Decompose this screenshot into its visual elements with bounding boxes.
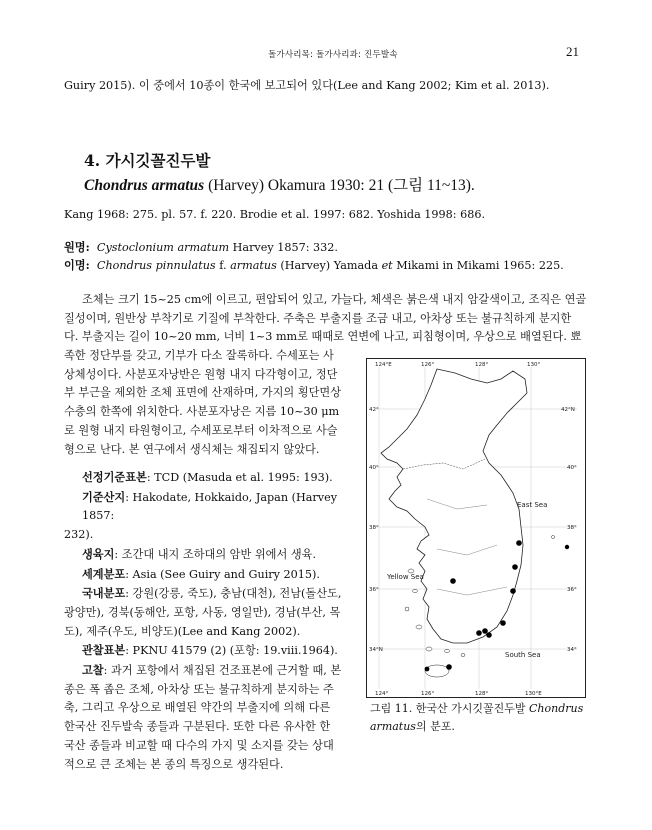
distribution-map — [366, 358, 586, 698]
basionym-rest: Harvey 1857: 332. — [229, 241, 338, 254]
dot-jukdo — [565, 545, 569, 549]
detail-line: 232). — [64, 528, 94, 542]
dot-gangneung — [516, 540, 522, 546]
detail-line: 선정기준표본: TCD (Masuda et al. 1995: 193). — [82, 470, 333, 484]
references-line: Kang 1968: 275. pl. 57. f. 220. Brodie et al. 1997: 682. Yoshida 1998: 686. — [64, 208, 486, 221]
dot-jeju-udo — [446, 664, 452, 670]
intro-line: Guiry 2015). 이 중에서 10종이 한국에 보고되어 있다(Lee and Kang 2002; Kim et al. 2013). — [64, 79, 550, 92]
tick-right: 34° — [567, 647, 577, 653]
dot-geoje — [486, 632, 492, 638]
dot-busan — [500, 620, 506, 626]
description-line: 형으로 난다. 본 연구에서 생식체는 채집되지 않았다. — [64, 442, 320, 456]
tick-top: 126° — [421, 362, 435, 368]
detail-line: 적으로 큰 조체는 본 종의 특징으로 생각된다. — [64, 757, 284, 771]
detail-line: 한국산 진두발속 종들과 구분된다. 또한 다른 유사한 한 — [64, 720, 331, 734]
dot-namhae — [482, 628, 488, 634]
tick-right: 38° — [567, 525, 577, 531]
description-line: 부 부근을 제외한 조체 표면에 산재하며, 가지의 횡단면상 — [64, 386, 342, 400]
dot-dolsando — [476, 630, 482, 636]
tick-left: 40° — [369, 465, 379, 471]
running-head: 돌가사리목: 돌가사리과: 진두발속 — [268, 50, 398, 60]
dot-pohang — [510, 588, 516, 594]
detail-line: 종은 폭 좁은 조체, 아차상 또는 불규칙하게 분지하는 주 — [64, 682, 334, 696]
description-line: 로 원형 내지 타원형이고, 수세포로부터 이차적으로 사슬 — [64, 423, 338, 437]
description-line: 상체성이다. 사분포자낭반은 원형 내지 다각형이고, 정단 — [64, 367, 338, 381]
basionym-label: 원명 — [64, 240, 86, 254]
synonym-name2: armatus — [230, 259, 277, 272]
basionym-name: Cystoclonium armatum — [96, 241, 230, 254]
label-yellow-sea: Yellow Sea — [387, 573, 424, 581]
tick-bottom: 128° — [475, 691, 489, 697]
tick-left: 34°N — [369, 647, 383, 653]
basionym-line: 원명: Cystoclonium armatum Harvey 1857: 332. — [64, 240, 338, 254]
map-svg — [367, 359, 585, 697]
tick-left: 42° — [369, 407, 379, 413]
detail-line: 국산 종들과 비교할 때 다수의 가지 및 소지를 갖는 상대 — [64, 738, 334, 752]
detail-line: 축, 그리고 우상으로 배열된 약간의 부출지에 의해 다른 — [64, 701, 331, 715]
tick-right: 40° — [567, 465, 577, 471]
detail-line: 세계분포: Asia (See Guiry and Guiry 2015). — [82, 566, 320, 581]
description-line: 수층의 한쪽에 위치한다. 사분포자낭은 지름 10~30 μm — [64, 405, 340, 419]
detail-line: 고찰: 과거 포항에서 채집된 건조표본에 근거할 때, 본 — [82, 663, 342, 678]
dot-jeju-biyangdo — [425, 667, 430, 672]
tick-bottom: 126° — [421, 691, 435, 697]
tick-top: 128° — [475, 362, 489, 368]
label-south-sea: South Sea — [505, 651, 541, 659]
tick-bottom: 124° — [375, 691, 389, 697]
tick-top: 124°E — [375, 362, 392, 368]
detail-line: 국내분포: 강원(강릉, 죽도), 충남(대천), 전남(돌산도, — [82, 586, 342, 601]
species-name: Chondrus armatus — [84, 177, 205, 194]
page-number: 21 — [566, 44, 579, 59]
caption-line1: 그림 11. 한국산 가시깃꼴진두발 Chondrus — [370, 702, 584, 715]
synonym-et: et — [381, 259, 393, 272]
land-outline — [381, 369, 527, 643]
synonym-rest1: (Harvey) Yamada — [276, 259, 382, 272]
tick-top: 130° — [527, 362, 541, 368]
figure-caption — [370, 700, 590, 736]
dot-donghae — [512, 564, 518, 570]
detail-line: 기준산지: Hakodate, Hokkaido, Japan (Harvey 1857: — [82, 489, 338, 523]
synonym-rest2: Mikami in Mikami 1965: 225. — [392, 259, 564, 272]
section-heading — [84, 149, 475, 195]
species-authority: (Harvey) Okamura 1930: 21 (그림 11~13). — [204, 177, 475, 194]
species-title — [84, 173, 475, 195]
synonym-mid: f. — [215, 259, 231, 272]
detail-line: 도), 제주(우도, 비양도)(Lee and Kang 2002). — [64, 624, 301, 638]
synonym-label: 이명 — [64, 258, 86, 272]
description-line: 질성이며, 원반상 부착기로 기질에 부착한다. 주축은 부출지를 조금 내고, 아차상 또는 불규칙하게 분지한 — [64, 311, 572, 325]
tick-left: 38° — [369, 525, 379, 531]
synonym-line: 이명: Chondrus pinnulatus f. armatus (Harvey) Yamada et Mikami in Mikami 1965: 225. — [64, 258, 564, 272]
tick-left: 36° — [369, 587, 379, 593]
tick-right: 42°N — [561, 407, 575, 413]
section-title: 4. 가시깃꼴진두발 — [84, 151, 211, 170]
detail-line: 광양만), 경북(동해안, 포항, 사동, 영일만), 경남(부산, 목 — [64, 605, 341, 619]
synonym-name1: Chondrus pinnulatus — [96, 259, 216, 272]
tick-bottom: 130°E — [525, 691, 542, 697]
detail-line: 관찰표본: PKNU 41579 (2) (포항: 19.viii.1964). — [82, 643, 338, 658]
dot-daecheon — [450, 578, 456, 584]
caption-line2: armatus의 분포. — [370, 720, 455, 733]
detail-line: 생육지: 조간대 내지 조하대의 암반 위에서 생육. — [82, 546, 316, 561]
description-line: 다. 부출지는 길이 10~20 mm, 너비 1~3 mm로 때때로 연변에 나고, 피침형이며, 우상으로 배열된다. 뾰 — [64, 330, 582, 344]
description-line: 족한 정단부를 갖고, 기부가 다소 잘록하다. 수세포는 사 — [64, 349, 334, 362]
details-block — [64, 468, 354, 774]
tick-right: 36° — [567, 587, 577, 593]
label-east-sea: East Sea — [517, 501, 548, 509]
description-full — [64, 291, 588, 347]
description-narrow — [64, 347, 354, 459]
description-line: 조체는 크기 15~25 cm에 이르고, 편압되어 있고, 가늘다, 체색은 붉은색 내지 암갈색이고, 조직은 연골 — [82, 293, 587, 306]
